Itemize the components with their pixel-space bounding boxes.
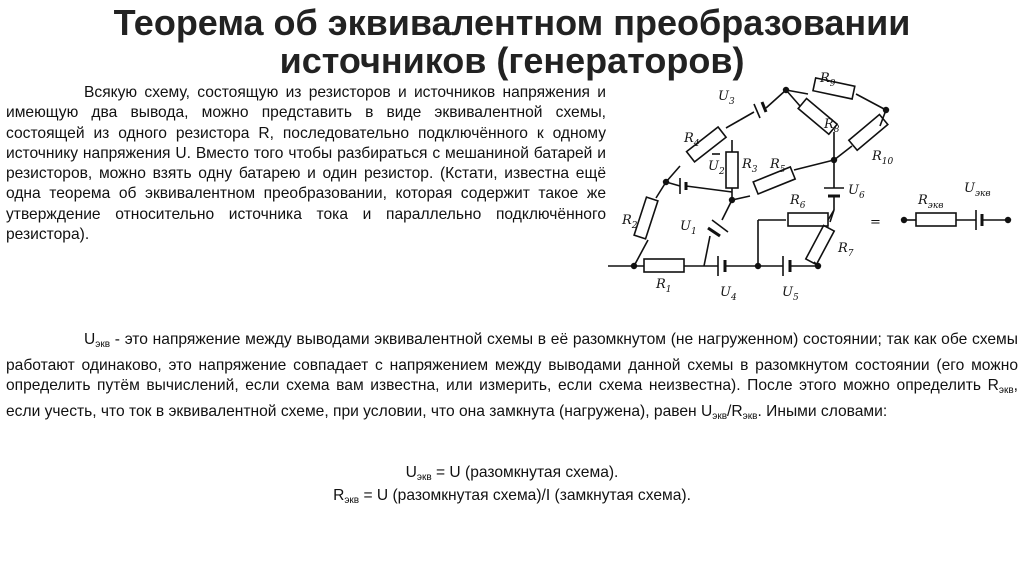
label-u4: $U_4$ (720, 285, 737, 303)
label-r6: $R_6$ (790, 193, 806, 211)
uekv-subscript-2: экв (712, 410, 728, 422)
formula2-subscript: экв (344, 495, 360, 506)
label-r10: $R_{10}$ (872, 149, 894, 167)
label-u3: $U_3$ (718, 89, 735, 107)
circuit-diagram (608, 70, 1018, 320)
label-u5: $U_5$ (782, 285, 799, 303)
label-r9: $R_9$ (820, 71, 836, 89)
label-u1: $U_1$ (680, 219, 697, 237)
explanation-paragraph (6, 330, 1018, 427)
slash: / (727, 402, 732, 420)
uekv-symbol-2: U (700, 402, 713, 420)
para2-part1: - это напряжение между выводами эквивалентной схемы в её разомкнутом (не нагруженном) состоянии; так как обе схемы работают одинаково, это напряжение совпадает с напряжением между выводами данной схемы в разомкнутом состоянии (его можно определить путём вычислений, если схема вам известна, или измерить, если схема неизвестна). После этого можно определить (6, 331, 1018, 395)
rekv-symbol: R (987, 377, 999, 395)
label-r7: $R_7$ (838, 241, 854, 259)
intro-paragraph (6, 83, 606, 245)
label-r4: $R_4$ (684, 131, 700, 149)
label-r2: $R_2$ (622, 213, 638, 231)
title-line-1: Теорема об эквивалентном преобразовании (113, 2, 911, 43)
label-r5: $R_5$ (770, 157, 786, 175)
label-rekv: $R_{экв}$ (918, 193, 944, 211)
formula2-symbol: R (333, 487, 345, 504)
label-u2: $U_2$ (708, 159, 725, 177)
formula-rekv (0, 486, 1024, 511)
formula1-symbol: U (405, 464, 417, 481)
label-u6: $U_6$ (848, 183, 865, 201)
page-title (0, 4, 1024, 80)
rekv-symbol-2: R (731, 402, 743, 420)
formula2-text: = U (разомкнутая схема)/I (замкнутая схема). (359, 487, 691, 504)
equals-sign: = (870, 215, 881, 230)
label-r8: $R_8$ (824, 117, 840, 135)
rekv-subscript-2: экв (742, 410, 758, 422)
intro-text: Всякую схему, состоящую из резисторов и источников напряжения и имеющую два вывода, можно представить в виде эквивалентной схемы, состоящей из одного резистора R, последовательно подключённого к одному источнику напряжения U. Вместо того чтобы разбираться с мешаниной батарей и резисторов, можно взять одну батарею и один резистор. (Кстати, известна ещё одна теорема об эквивалентном преобразовании, которая содержит такое же утверждение относительно источника тока и параллельно подключённого резистора). (6, 84, 606, 244)
label-uekv: $U_{экв}$ (964, 181, 991, 199)
label-r3: $R_3$ (742, 157, 758, 175)
uekv-subscript: экв (95, 339, 111, 350)
para2-part2: , если учесть, что ток в эквивалентной схеме, при условии, что она замкнута (нагружена), равен (6, 377, 1018, 420)
title-line-2: источников (генераторов) (279, 40, 745, 81)
label-r1: $R_1$ (656, 277, 672, 295)
formula-uekv (0, 463, 1024, 488)
para2-part3: . Иными словами: (757, 402, 888, 420)
uekv-symbol: U (84, 331, 96, 348)
rekv-subscript: экв (998, 385, 1014, 397)
formula1-text: = U (разомкнутая схема). (431, 464, 619, 481)
formula1-subscript: экв (416, 472, 432, 483)
